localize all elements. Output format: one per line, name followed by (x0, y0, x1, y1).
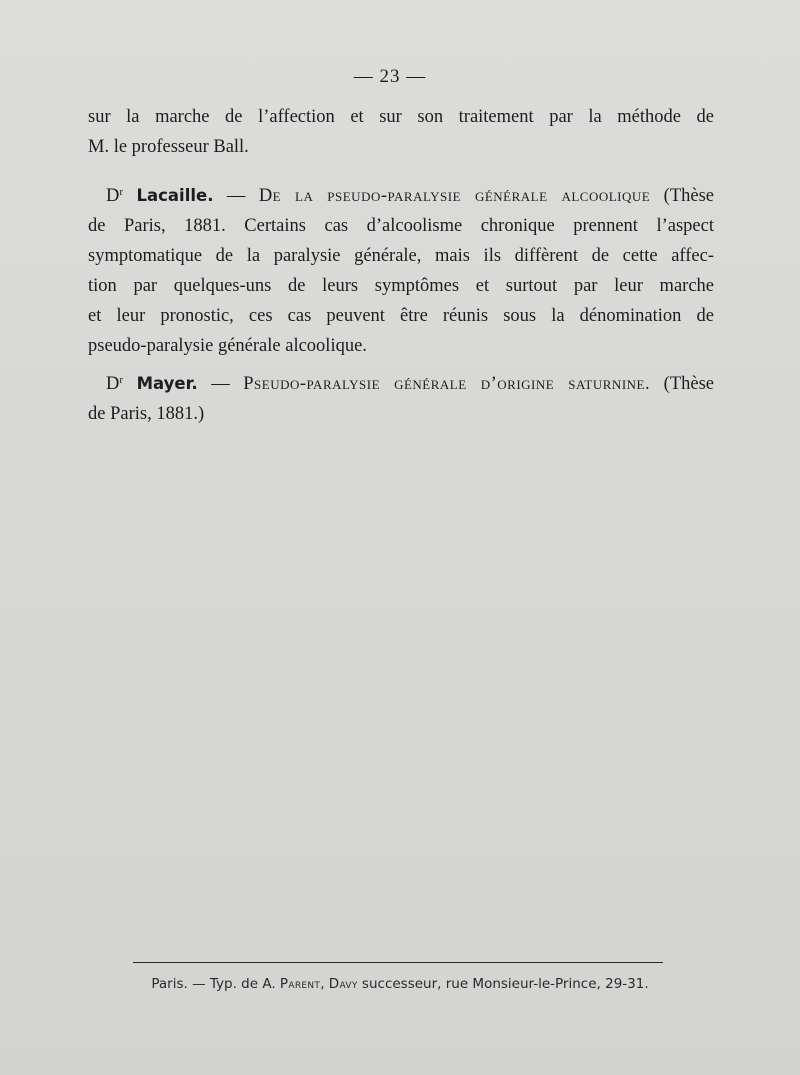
author-name: Mayer. (136, 374, 198, 393)
footer-divider (133, 962, 663, 963)
author-prefix: D (106, 374, 120, 394)
author-name: Lacaille. (136, 186, 214, 205)
work-title: Pseudo-paralysie générale d’origine saturnine. (243, 374, 651, 394)
author-prefix-sup: r (119, 374, 124, 386)
bibliography-entry-mayer (88, 365, 714, 429)
entry-heading-line (88, 177, 714, 211)
text-line: et leur pronostic, ces cas peuvent être réunis sous la dénomination de (88, 306, 714, 326)
text-line: sur la marche de l’affection et sur son traitement par la méthode de (88, 107, 714, 127)
em-dash: — (213, 186, 259, 206)
title-suffix: (Thèse (650, 186, 714, 206)
em-dash: — (197, 374, 244, 394)
text-line: de Paris, 1881.) (88, 404, 205, 424)
title-suffix: (Thèse (650, 374, 714, 394)
imprint-successor-name: Davy (328, 976, 358, 992)
text-line: de Paris, 1881. Certains cas d’alcoolisme chronique prennent l’aspect (88, 216, 714, 236)
text-line: symptomatique de la paralysie générale, mais ils diffèrent de cette affec- (88, 246, 714, 266)
page-number: — 23 — (353, 66, 427, 87)
imprint-separator: , (320, 976, 329, 992)
work-title: De la pseudo-paralysie générale alcoolique (258, 186, 651, 206)
author-prefix: D (106, 186, 120, 206)
entry-heading-line (88, 365, 714, 399)
text-line: M. le professeur Ball. (88, 137, 249, 157)
paragraph-continuation (88, 102, 714, 162)
text-line: tion par quelques-uns de leurs symptômes et surtout par leur marche (88, 276, 714, 296)
author-prefix-sup: r (119, 186, 124, 198)
bibliography-entry-lacaille (88, 177, 714, 361)
imprint-address: successeur, rue Monsieur-le-Prince, 29-31. (357, 976, 649, 992)
imprint-printer-name: Parent (279, 976, 321, 992)
printer-imprint (0, 976, 800, 992)
imprint-text: Paris. — Typ. de A. (151, 976, 280, 992)
text-line: pseudo-paralysie générale alcoolique. (88, 336, 367, 356)
